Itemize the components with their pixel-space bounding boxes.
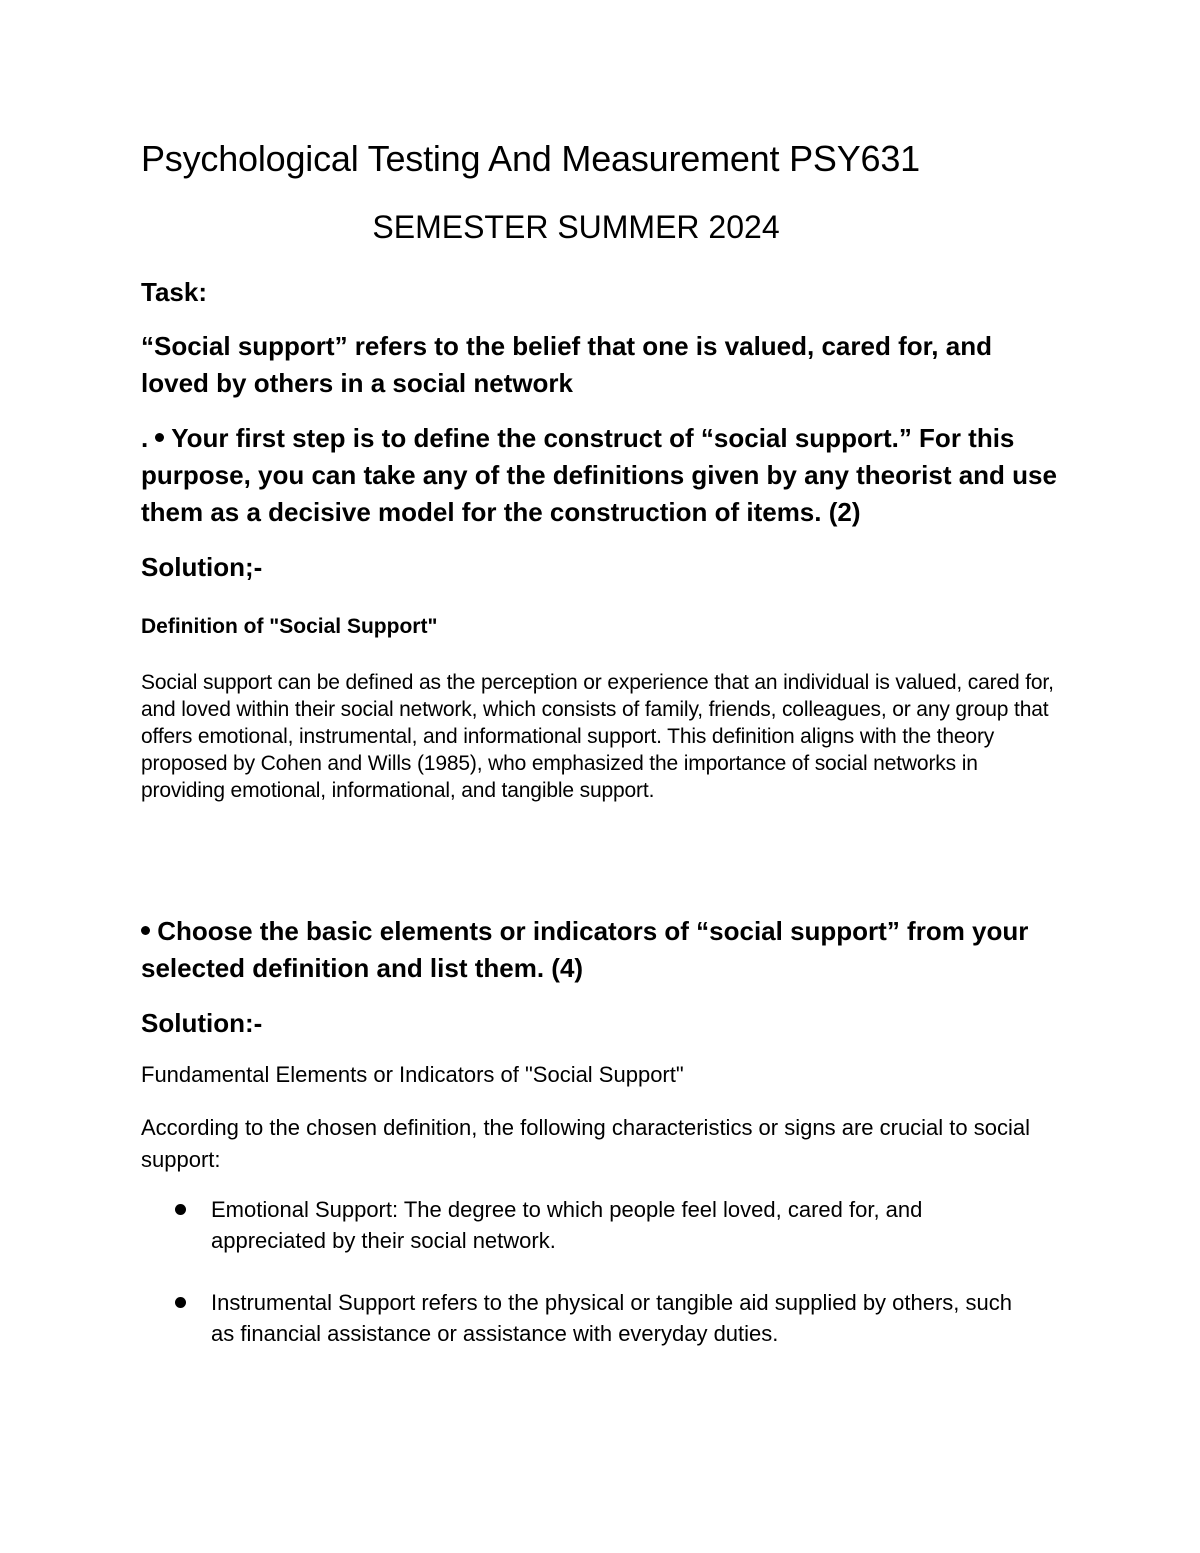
question-2 xyxy=(141,913,1041,987)
list-item-text: Emotional Support: The degree to which people feel loved, cared for, and appreciated by their social network. xyxy=(211,1197,923,1253)
document-title: Psychological Testing And Measurement PSY631 xyxy=(141,138,920,179)
question-1-text: Your first step is to define the construct of “social support.” For this purpose, you can take any of the definitions given by any theorist and use them as a decisive model for the construction of items. (2) xyxy=(141,423,1057,527)
solution-1-label: Solution;- xyxy=(141,552,263,582)
question-2-text: Choose the basic elements or indicators of “social support” from your selected definition and list them. (4) xyxy=(141,916,1029,983)
list-item-text: Instrumental Support refers to the physical or tangible aid supplied by others, such as financial assistance or assistance with everyday duties. xyxy=(211,1290,1013,1346)
task-statement: “Social support” refers to the belief that one is valued, cared for, and loved by others in a social network xyxy=(141,331,992,398)
definition-body: Social support can be defined as the perception or experience that an individual is valued, cared for, and loved within their social network, which consists of family, friends, colleagues, or any group that offers emotional, instrumental, and informational support. This definition aligns with the theory proposed by Cohen and Wills (1985), who emphasized the importance of social networks in providing emotional, informational, and tangible support. xyxy=(141,671,1054,802)
indicator-list xyxy=(141,1194,1041,1380)
bullet-icon xyxy=(175,1297,186,1308)
bullet-icon xyxy=(175,1204,186,1215)
question-1 xyxy=(141,420,1061,531)
definition-heading: Definition of "Social Support" xyxy=(141,615,438,638)
bullet-icon xyxy=(141,926,150,935)
solution-2-label: Solution:- xyxy=(141,1008,263,1038)
question-1-prefix: . xyxy=(141,423,149,453)
according-paragraph: According to the chosen definition, the following characteristics or signs are crucial to social support: xyxy=(141,1115,1031,1172)
task-label: Task: xyxy=(141,277,207,307)
bullet-icon xyxy=(155,433,164,442)
fundamental-elements-heading: Fundamental Elements or Indicators of "Social Support" xyxy=(141,1062,684,1087)
list-item xyxy=(141,1194,1041,1256)
semester-heading: SEMESTER SUMMER 2024 xyxy=(372,209,780,245)
list-item xyxy=(141,1287,1041,1349)
